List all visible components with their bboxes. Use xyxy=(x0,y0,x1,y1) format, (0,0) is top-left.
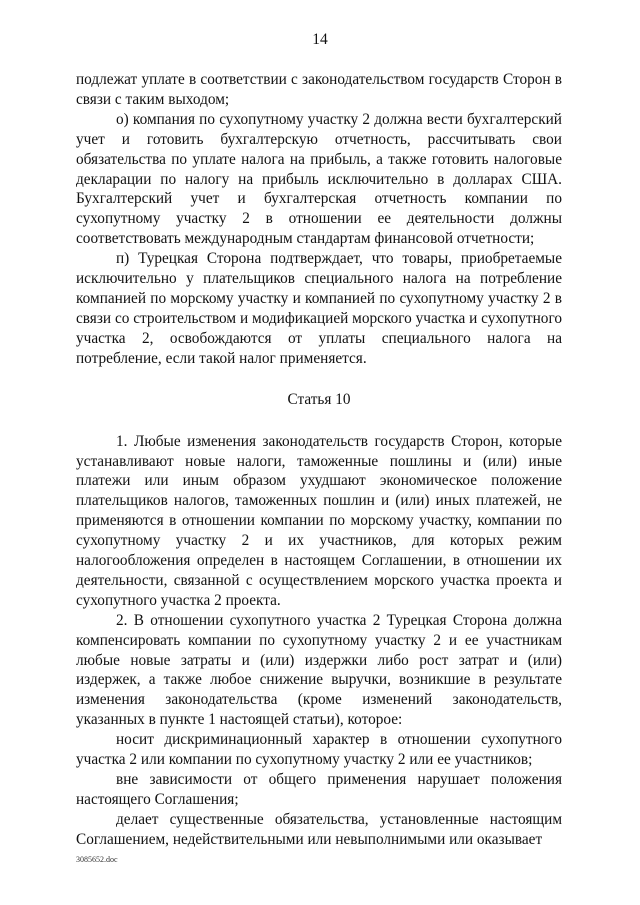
paragraph: подлежат уплате в соответствии с законодательством государств Сторон в связи с таким выходом; xyxy=(76,71,562,108)
paragraph: вне зависимости от общего применения нарушает положения настоящего Соглашения; xyxy=(76,771,562,808)
paragraph: 1. Любые изменения законодательств государств Сторон, которые устанавливают новые налоги, таможенные пошлины и (или) иные платежи или иным образом ухудшают экономическое положение плательщиков налогов, таможенных пошлин и (или) иных платежей, не применяются в отношении компании по морскому участку, компании по сухопутному участку 2 и их участников, для которых режим налогообложения определен в настоящем Соглашении, в отношении их деятельности, связанной с осуществлением морского участка проекта и сухопутного участка 2 проекта. xyxy=(76,432,562,609)
document-filename: 3085652.doc xyxy=(76,855,118,864)
article-heading: Статья 10 xyxy=(287,390,351,408)
paragraph: делает существенные обязательства, установленные настоящим Соглашением, недействительными или невыполнимыми или оказывает xyxy=(76,810,562,848)
paragraph: о) компания по сухопутному участку 2 должна вести бухгалтерский учет и готовить бухгалтерскую отчетность, рассчитывать свои обязательства по уплате налога на прибыль, а также готовить налоговые декларации по налогу на прибыль исключительно в долларах США. Бухгалтерский учет и бухгалтерская отчетность компании по сухопутному участку 2 в отношении ее деятельности должны соответствовать международным стандартам финансовой отчетности; xyxy=(76,110,562,248)
page-number: 14 xyxy=(312,31,328,48)
paragraph: носит дискриминационный характер в отношении сухопутного участка 2 или компании по сухопутному участку 2 или ее участников; xyxy=(76,731,562,769)
document-body xyxy=(76,70,562,850)
paragraph: п) Турецкая Сторона подтверждает, что товары, приобретаемые исключительно у плательщиков специального налога на потребление компанией по морскому участку и компанией по сухопутному участку 2 в связи со строительством и модификацией морского участка и сухопутного участка 2, освобождаются от уплаты специального налога на потребление, если такой налог применяется. xyxy=(76,250,562,367)
paragraph: 2. В отношении сухопутного участка 2 Турецкая Сторона должна компенсировать компании по сухопутному участку 2 и ее участникам любые новые затраты и (или) издержки либо рост затрат и (или) издержек, а также любое снижение выручки, возникшие в результате изменения законодательства (кроме изменений законодательств, указанных в пункте 1 настоящей статьи), которое: xyxy=(76,611,562,729)
